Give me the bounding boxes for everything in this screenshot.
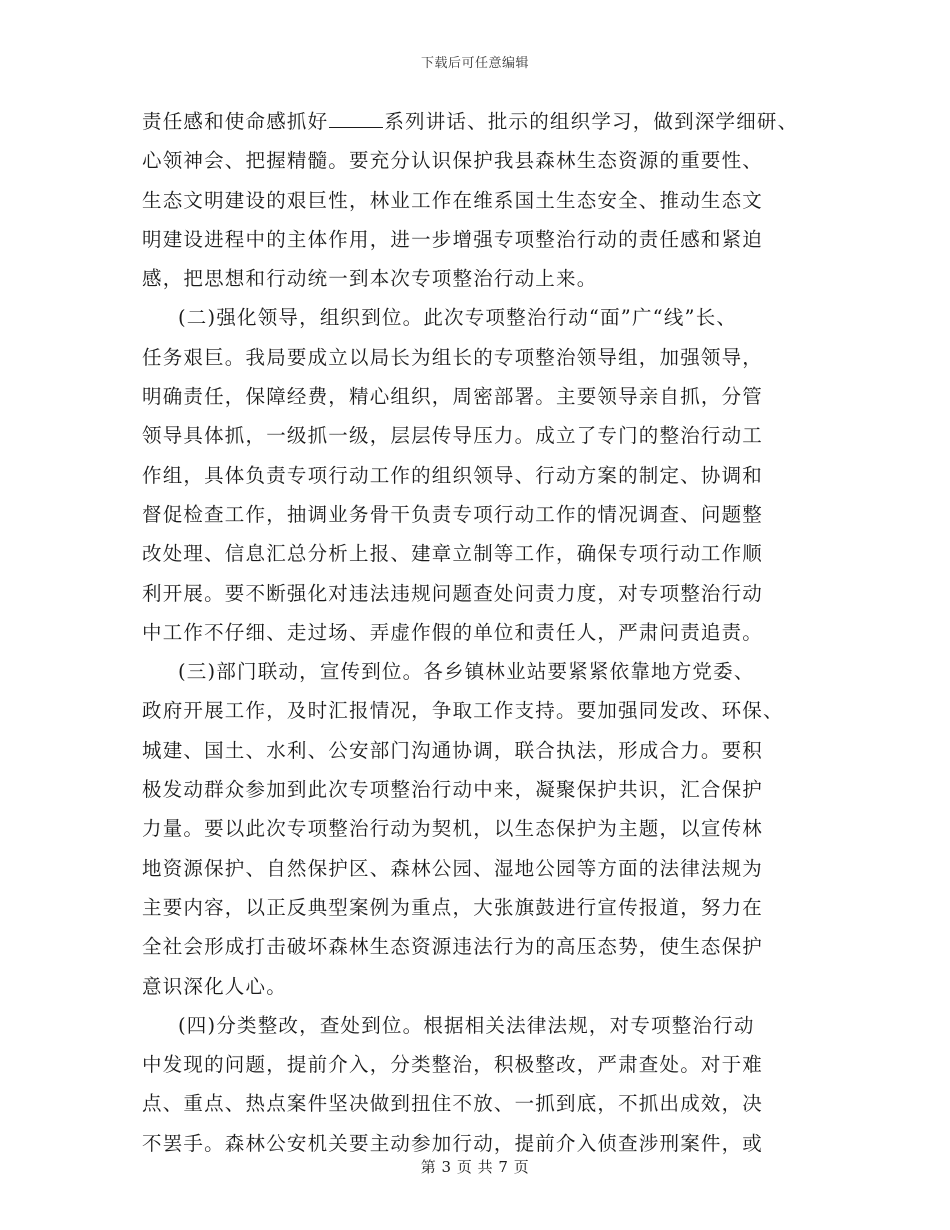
fill-in-blank xyxy=(329,105,383,128)
paragraph-line: 地资源保护、自然保护区、森林公园、湿地公园等方面的法律法规为 xyxy=(142,856,764,880)
section-heading-line: (四)分类整改，查处到位。根据相关法律法规，对专项整治行动 xyxy=(178,1013,755,1037)
paragraph-line: 督促检查工作，抽调业务骨干负责专项行动工作的情况调查、问题整 xyxy=(142,502,764,526)
paragraph-line: 意识深化人心。 xyxy=(142,974,287,998)
paragraph-line: 城建、国土、水利、公安部门沟通协调，联合执法，形成合力。要积 xyxy=(142,738,764,762)
paragraph-line: 不罢手。森林公安机关要主动参加行动，提前介入侦查涉刑案件，或 xyxy=(142,1131,764,1155)
paragraph-line: 感，把思想和行动统一到本次专项整治行动上来。 xyxy=(142,267,598,291)
paragraph-line xyxy=(142,102,810,141)
paragraph-line-part: 系列讲话、批示的组织学习，做到深学细研、 xyxy=(384,110,799,133)
paragraph-line: 中发现的问题，提前介入，分类整治，积极整改，严肃查处。对于难 xyxy=(142,1053,764,1077)
section-heading-line: (二)强化领导，组织到位。此次专项整治行动“面”广“线”长、 xyxy=(178,306,738,330)
paragraph-line: 政府开展工作，及时汇报情况，争取工作支持。要加强同发改、环保、 xyxy=(142,699,784,723)
paragraph-line: 领导具体抓，一级抓一级，层层传导压力。成立了专门的整治行动工 xyxy=(142,424,764,448)
paragraph-line: 作组，具体负责专项行动工作的组织领导、行动方案的制定、协调和 xyxy=(142,463,764,487)
section-heading-line: (三)部门联动，宣传到位。各乡镇林业站要紧紧依靠地方党委、 xyxy=(178,660,755,684)
page-header-note: 下载后可任意编辑 xyxy=(420,56,529,71)
paragraph-line: 中工作不仔细、走过场、弄虚作假的单位和责任人，严肃问责追责。 xyxy=(142,620,764,644)
paragraph-line: 利开展。要不断强化对违法违规问题查处问责力度，对专项整治行动 xyxy=(142,581,764,605)
paragraph-line: 点、重点、热点案件坚决做到扭住不放、一抓到底，不抓出成效，决 xyxy=(142,1092,764,1116)
paragraph-line: 改处理、信息汇总分析上报、建章立制等工作，确保专项行动工作顺 xyxy=(142,542,764,566)
paragraph-line: 心领神会、把握精髓。要充分认识保护我县森林生态资源的重要性、 xyxy=(142,149,764,173)
page-number-footer: 第 3 页 共 7 页 xyxy=(420,1158,530,1176)
paragraph-line: 力量。要以此次专项整治行动为契机，以生态保护为主题，以宣传林 xyxy=(142,817,764,841)
paragraph-line: 生态文明建设的艰巨性，林业工作在维系国土生态安全、推动生态文 xyxy=(142,188,764,212)
paragraph-line: 极发动群众参加到此次专项整治行动中来，凝聚保护共识，汇合保护 xyxy=(142,778,764,802)
paragraph-line: 明确责任，保障经费，精心组织，周密部署。主要领导亲自抓，分管 xyxy=(142,385,764,409)
paragraph-line: 任务艰巨。我局要成立以局长为组长的专项整治领导组，加强领导， xyxy=(142,345,764,369)
paragraph-line: 明建设进程中的主体作用，进一步增强专项整治行动的责任感和紧迫 xyxy=(142,227,764,251)
document-body xyxy=(142,102,810,1163)
paragraph-line: 全社会形成打击破坏森林生态资源违法行为的高压态势，使生态保护 xyxy=(142,935,764,959)
paragraph-line: 主要内容，以正反典型案例为重点，大张旗鼓进行宣传报道，努力在 xyxy=(142,895,764,919)
paragraph-line-part: 责任感和使命感抓好 xyxy=(142,110,329,133)
